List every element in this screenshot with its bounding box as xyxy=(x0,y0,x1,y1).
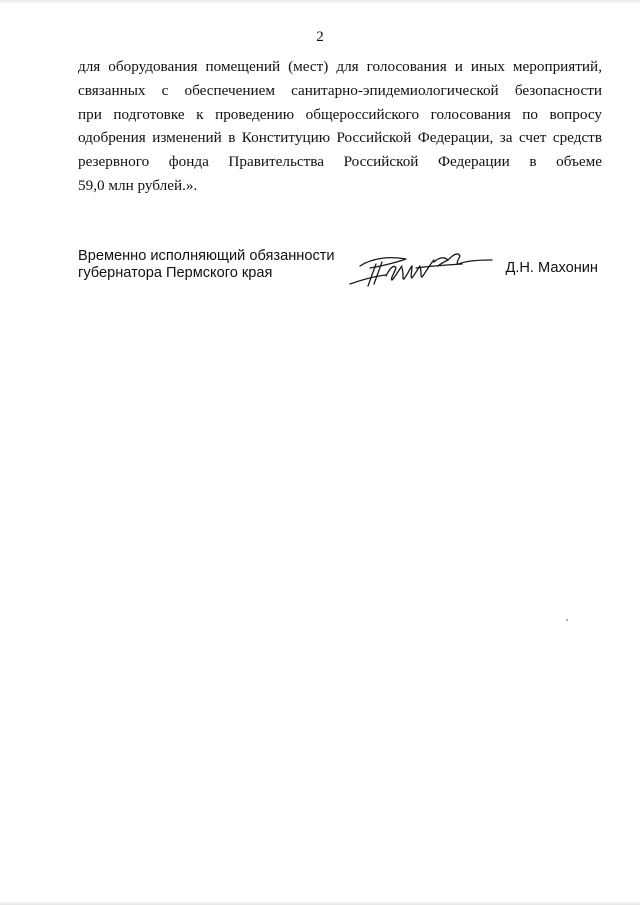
page-number: 2 xyxy=(316,29,324,45)
paragraph-line: для оборудования помещений (мест) для голосования и иных мероприятий, xyxy=(78,58,602,75)
signer-name: Д.Н. Махонин xyxy=(505,260,598,276)
paragraph-line: резервного фонда Правительства Российской Федерации в объеме xyxy=(78,153,602,171)
paragraph-line: связанных с обеспечением санитарно-эпидемиологической безопасности xyxy=(78,81,602,99)
scan-edge-top xyxy=(0,0,640,4)
paragraph-line: одобрения изменений в Конституцию Российской Федерации, за счет средств xyxy=(78,129,602,147)
handwritten-signature xyxy=(346,246,496,294)
scan-speck xyxy=(566,619,568,621)
signer-title-line: губернатора Пермского края xyxy=(78,265,273,281)
signer-title-line: Временно исполняющий обязанности xyxy=(78,248,335,264)
signer-title xyxy=(78,248,335,282)
body-paragraph xyxy=(78,55,602,198)
paragraph-line: при подготовке к проведению общероссийского голосования по вопросу xyxy=(78,105,602,123)
scan-edge-bottom xyxy=(0,901,640,905)
paragraph-line: 59,0 млн рублей.». xyxy=(78,176,198,194)
signature-block xyxy=(78,248,602,298)
